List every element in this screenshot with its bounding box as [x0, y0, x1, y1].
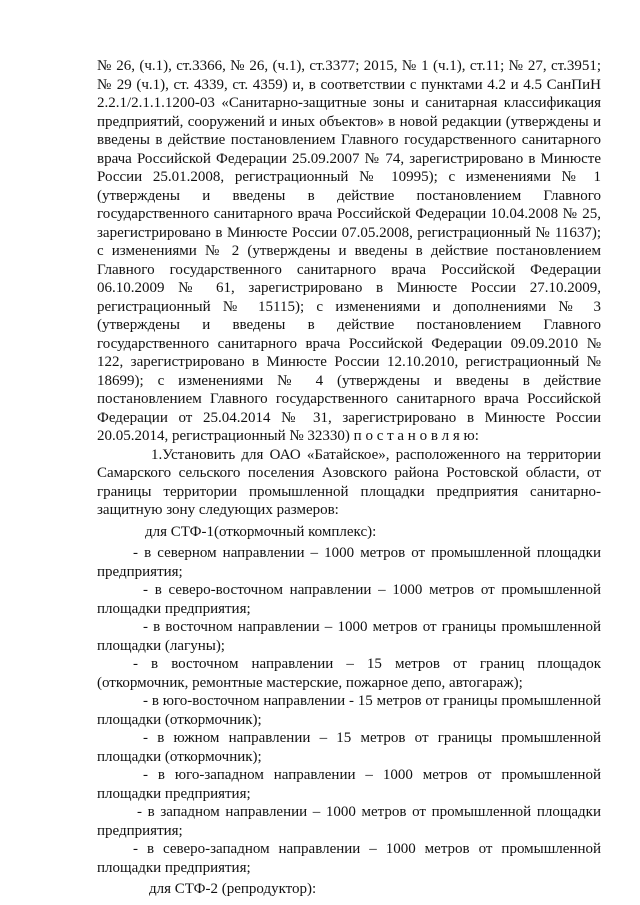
stf1-item-north: - в северном направлении – 1000 метров от промышленной площадки предприятия;	[97, 545, 601, 580]
stf1-item-southwest: - в юго-западном направлении – 1000 метров от промышленной площадки предприятия;	[97, 767, 601, 802]
stf1-item-northeast: - в северо-восточном направлении – 1000 метров от промышленной площадки предприятия;	[97, 582, 601, 617]
stf1-item-west: - в западном направлении – 1000 метров от промышленной площадки предприятия;	[97, 804, 601, 839]
clause-1: 1.Установить для ОАО «Батайское», расположенного на территории Самарского сельского поселения Азовского района Ростовской области, от границы территории промышленной площадки предприятия санитарно-защитную зону следующих размеров:	[97, 446, 601, 518]
stf1-heading: для СТФ-1(откормочный комплекс):	[145, 523, 377, 540]
stf1-item-east-lagoons: - в восточном направлении – 1000 метров от границы промышленной площадки (лагуны);	[97, 619, 601, 654]
document-body	[97, 57, 601, 902]
stf1-item-east-sites: - в восточном направлении – 15 метров от границ площадок (откормочник, ремонтные мастерские, пожарное депо, автогараж);	[97, 656, 601, 691]
stf1-item-south: - в южном направлении – 15 метров от границы промышленной площадки (откормочник);	[97, 730, 601, 765]
intro-paragraph: № 26, (ч.1), ст.3366, № 26, (ч.1), ст.3377; 2015, № 1 (ч.1), ст.11; № 27, ст.3951; № 29 (ч.1), ст. 4339, ст. 4359) и, в соответствии с пунктами 4.2 и 4.5 СанПиН 2.2.1/2.1.1.1200-03 «Санитарно-защитные зоны и санитарная классификация предприятий, сооружений и иных объектов» в новой редакции (утверждены и введены в действие постановлением Главного государственного санитарного врача Российской Федерации 25.09.2007 № 74, зарегистрировано в Минюсте России 25.01.2008, регистрационный № 10995); с изменениями № 1 (утверждены и введены в действие постановлением Главного государственного санитарного врача Российской Федерации 10.04.2008 № 25, зарегистрировано в Минюсте России 07.05.2008, регистрационный № 11637); с изменениями № 2 (утверждены и введены в действие постановлением Главного государственного санитарного врача Российской Федерации 06.10.2009 № 61, зарегистрировано в Минюсте России 27.10.2009, регистрационный № 15115); с изменениями и дополнениями № 3 (утверждены и введены в действие постановлением Главного государственного санитарного врача Российской Федерации 09.09.2010 № 122, зарегистрировано в Минюсте России 12.10.2010, регистрационный № 18699); с изменениями № 4 (утверждены и введены в действие постановлением Главного государственного санитарного врача Российской Федерации от 25.04.2014 № 31, зарегистрировано в Минюсте России 20.05.2014, регистрационный № 32330) п о с т а н о в л я ю:	[97, 58, 601, 444]
stf1-item-southeast: - в юго-восточном направлении - 15 метров от границы промышленной площадки (откормочник);	[97, 693, 601, 728]
stf1-item-northwest: - в северо-западном направлении – 1000 метров от промышленной площадки предприятия;	[97, 841, 601, 876]
stf2-heading: для СТФ-2 (репродуктор):	[149, 881, 317, 897]
